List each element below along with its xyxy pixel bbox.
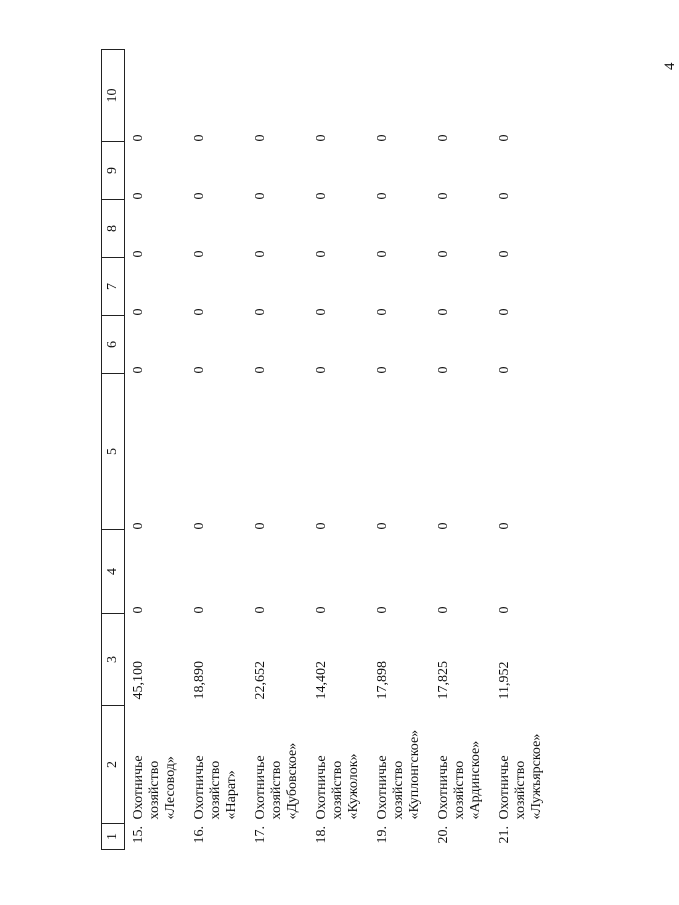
value-c6: 0 — [497, 366, 512, 374]
value-c7: 0 — [314, 308, 329, 316]
farm-name-line: хозяйство — [391, 760, 406, 820]
table-row — [310, 50, 371, 850]
col-header-6: 6 — [102, 316, 125, 374]
value-c4: 0 — [436, 606, 451, 614]
farm-name-line: Охотничье — [131, 755, 146, 820]
value-c8: 0 — [131, 250, 146, 258]
value-c10: 0 — [253, 134, 268, 142]
area-value: 18,890 — [192, 661, 207, 700]
farm-name-line: хозяйство — [513, 760, 528, 820]
value-c7: 0 — [192, 308, 207, 316]
col-header-7: 7 — [102, 258, 125, 316]
col-header-8: 8 — [102, 200, 125, 258]
rotated-table-container — [101, 50, 641, 850]
value-c10: 0 — [192, 134, 207, 142]
farm-name — [188, 706, 249, 824]
value-c10: 0 — [436, 134, 451, 142]
farm-name-line: Охотничье — [497, 755, 512, 820]
row-number: 17. — [253, 826, 268, 844]
page-number: 4 — [662, 62, 678, 70]
value-c10: 0 — [314, 134, 329, 142]
farm-name-line: «Лесовод» — [163, 756, 178, 820]
value-c4: 0 — [314, 606, 329, 614]
value-c9: 0 — [314, 192, 329, 200]
farm-name-line: Охотничье — [192, 755, 207, 820]
value-c6: 0 — [131, 366, 146, 374]
table-body — [125, 50, 555, 850]
table-row — [188, 50, 249, 850]
farm-name — [310, 706, 371, 824]
farm-name-line: хозяйство — [208, 760, 223, 820]
value-c6: 0 — [436, 366, 451, 374]
value-c10: 0 — [497, 134, 512, 142]
value-c5: 0 — [497, 522, 512, 530]
farm-name-line: Охотничье — [375, 755, 390, 820]
row-number: 20. — [436, 826, 451, 844]
farm-name — [125, 706, 189, 824]
row-number: 16. — [192, 826, 207, 844]
value-c6: 0 — [192, 366, 207, 374]
value-c4: 0 — [192, 606, 207, 614]
value-c4: 0 — [375, 606, 390, 614]
farm-name-line: «Куплонгское» — [407, 729, 422, 820]
table-row — [371, 50, 432, 850]
farm-name-line: Охотничье — [436, 755, 451, 820]
value-c9: 0 — [497, 192, 512, 200]
col-header-1: 1 — [102, 824, 125, 850]
value-c6: 0 — [253, 366, 268, 374]
value-c10: 0 — [375, 134, 390, 142]
value-c8: 0 — [375, 250, 390, 258]
value-c5: 0 — [436, 522, 451, 530]
farm-name-line: хозяйство — [269, 760, 284, 820]
value-c9: 0 — [192, 192, 207, 200]
table-row — [493, 50, 554, 850]
row-number: 18. — [314, 826, 329, 844]
col-header-3: 3 — [102, 614, 125, 706]
row-number: 19. — [375, 826, 390, 844]
value-c7: 0 — [131, 308, 146, 316]
col-header-10: 10 — [102, 50, 125, 142]
value-c5: 0 — [131, 522, 146, 530]
col-header-2: 2 — [102, 706, 125, 824]
table-row — [249, 50, 310, 850]
area-value: 22,652 — [253, 661, 268, 700]
area-value: 17,898 — [375, 661, 390, 700]
value-c7: 0 — [497, 308, 512, 316]
value-c5: 0 — [253, 522, 268, 530]
value-c6: 0 — [375, 366, 390, 374]
header-row — [102, 50, 125, 850]
farm-name-line: Охотничье — [314, 755, 329, 820]
farm-name-line: хозяйство — [147, 760, 162, 820]
value-c9: 0 — [131, 192, 146, 200]
farm-name-line: «Нарат» — [224, 770, 239, 820]
value-c7: 0 — [375, 308, 390, 316]
row-number: 21. — [497, 826, 512, 844]
value-c5: 0 — [192, 522, 207, 530]
value-c10: 0 — [131, 134, 146, 142]
farm-name — [249, 706, 310, 824]
value-c9: 0 — [375, 192, 390, 200]
area-value: 14,402 — [314, 661, 329, 700]
area-value: 11,952 — [497, 661, 512, 700]
value-c7: 0 — [253, 308, 268, 316]
farm-name-line: Охотничье — [253, 755, 268, 820]
value-c7: 0 — [436, 308, 451, 316]
area-value: 45,100 — [131, 661, 146, 700]
table-row — [125, 50, 189, 850]
hunting-farms-table — [101, 49, 554, 850]
farm-name-line: хозяйство — [330, 760, 345, 820]
value-c8: 0 — [253, 250, 268, 258]
farm-name-line: «Дубовское» — [285, 742, 300, 820]
value-c5: 0 — [375, 522, 390, 530]
value-c9: 0 — [436, 192, 451, 200]
value-c4: 0 — [497, 606, 512, 614]
value-c5: 0 — [314, 522, 329, 530]
row-number: 15. — [131, 826, 146, 844]
area-value: 17,825 — [436, 661, 451, 700]
farm-name-line: «Ардинское» — [468, 740, 483, 820]
value-c8: 0 — [436, 250, 451, 258]
value-c4: 0 — [253, 606, 268, 614]
value-c8: 0 — [314, 250, 329, 258]
col-header-9: 9 — [102, 142, 125, 200]
farm-name-line: «Кужолок» — [346, 753, 361, 820]
table-row — [432, 50, 493, 850]
value-c9: 0 — [253, 192, 268, 200]
value-c6: 0 — [314, 366, 329, 374]
col-header-4: 4 — [102, 530, 125, 614]
value-c8: 0 — [192, 250, 207, 258]
farm-name — [432, 706, 493, 824]
farm-name — [493, 706, 554, 824]
value-c8: 0 — [497, 250, 512, 258]
farm-name — [371, 706, 432, 824]
col-header-5: 5 — [102, 374, 125, 530]
farm-name-line: хозяйство — [452, 760, 467, 820]
value-c4: 0 — [131, 606, 146, 614]
farm-name-line: «Лужъярское» — [529, 733, 544, 820]
